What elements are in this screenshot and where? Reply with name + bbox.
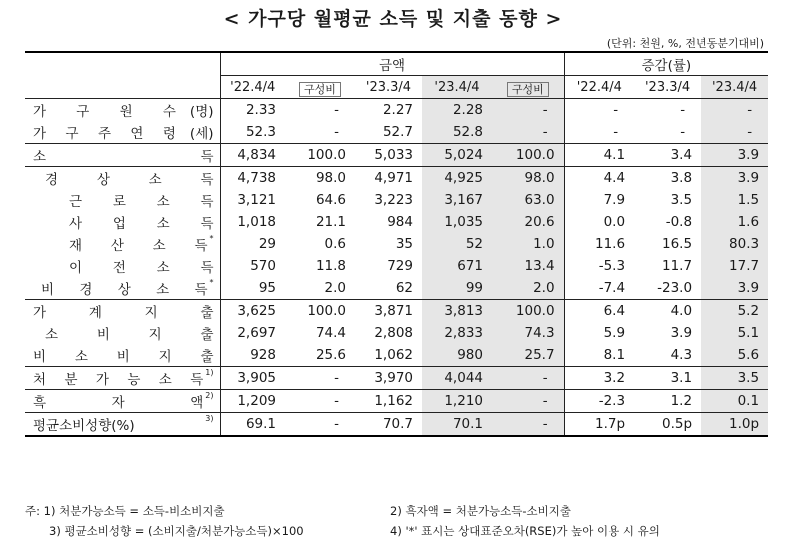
table-row xyxy=(25,233,768,255)
table-row xyxy=(25,167,768,190)
col-header: '22.4/4 xyxy=(564,76,634,99)
table-cell: 5.9 xyxy=(564,322,634,344)
table-cell: 3.9 xyxy=(701,277,768,300)
table-cell: - xyxy=(564,121,634,144)
table-cell: -23.0 xyxy=(657,280,693,296)
table-cell: 3,970 xyxy=(374,370,413,386)
table-cell: 52 xyxy=(422,233,492,255)
table-cell: 21.1 xyxy=(315,214,346,230)
row-label: 이 전 소 득 xyxy=(69,260,214,276)
table-cell: 52.8 xyxy=(422,121,492,144)
change-group-header: 증감(률) xyxy=(564,52,768,76)
amount-group-header: 금액 xyxy=(220,52,564,76)
row-label: 경 상 소 득 xyxy=(45,172,214,188)
table-cell: 3.2 xyxy=(564,367,634,390)
table-cell: 0.1 xyxy=(701,390,768,413)
table-cell: 5,024 xyxy=(422,144,492,167)
row-label: 가 구 주 연 령 xyxy=(33,126,176,142)
table-cell: 80.3 xyxy=(701,233,768,255)
table-cell: 3,625 xyxy=(237,303,276,319)
table-cell: 2.33 xyxy=(245,102,276,118)
row-label: 비 소 비 지 출 xyxy=(33,349,214,365)
table-row xyxy=(25,300,768,323)
table-cell: 11.6 xyxy=(564,233,634,255)
table-cell: 4,925 xyxy=(422,167,492,190)
table-cell: 3,223 xyxy=(374,192,413,208)
table-cell: 2.0 xyxy=(492,277,564,300)
table-cell: 5.1 xyxy=(701,322,768,344)
table-cell: 52.7 xyxy=(382,124,413,140)
table-cell: 69.1 xyxy=(245,416,276,432)
table-cell: -0.8 xyxy=(665,214,693,230)
col-header-share: 구성비 xyxy=(507,82,549,97)
table-cell: - xyxy=(334,124,339,140)
row-label: 소 득 xyxy=(33,149,214,165)
col-header: '23.3/4 xyxy=(355,76,422,99)
col-header: '22.4/4 xyxy=(220,76,285,99)
table-cell: 1,062 xyxy=(374,347,413,363)
table-cell: 4,738 xyxy=(237,170,276,186)
table-row xyxy=(25,144,768,167)
table-cell: 25.6 xyxy=(315,347,346,363)
table-cell: 1,209 xyxy=(237,393,276,409)
table-row xyxy=(25,413,768,437)
table-row xyxy=(25,367,768,390)
table-cell: - xyxy=(492,413,564,437)
row-label: 근 로 소 득 xyxy=(69,194,214,210)
table-cell: 74.3 xyxy=(492,322,564,344)
col-header: '23.4/4 xyxy=(422,76,492,99)
table-cell: 3.8 xyxy=(670,170,693,186)
table-cell: 64.6 xyxy=(315,192,346,208)
table-row xyxy=(25,277,768,300)
table-cell: 29 xyxy=(258,236,276,252)
table-row xyxy=(25,344,768,367)
table-cell: - xyxy=(701,99,768,122)
table-cell: 1.5 xyxy=(701,189,768,211)
table-cell: 70.7 xyxy=(382,416,413,432)
footnote-3: 3) 평균소비성향 = (소비지출/처분가능소득)×100 xyxy=(49,524,304,538)
table-cell: 5,033 xyxy=(374,147,413,163)
table-cell: 35 xyxy=(395,236,413,252)
row-label: 흑 자 액 xyxy=(33,395,204,411)
table-cell: 2,833 xyxy=(422,322,492,344)
row-label: 사 업 소 득 xyxy=(69,216,214,232)
table-cell: 2,697 xyxy=(237,325,276,341)
table-cell: 74.4 xyxy=(315,325,346,341)
table-cell: 2,808 xyxy=(374,325,413,341)
col-header: '23.3/4 xyxy=(634,76,701,99)
table-row xyxy=(25,211,768,233)
table-cell: 17.7 xyxy=(701,255,768,277)
table-cell: 100.0 xyxy=(307,147,346,163)
table-cell: 2.0 xyxy=(324,280,346,296)
row-label: 처 분 가 능 소 득 xyxy=(33,372,204,388)
table-cell: 0.6 xyxy=(324,236,346,252)
table-cell: 7.9 xyxy=(564,189,634,211)
table-cell: -7.4 xyxy=(564,277,634,300)
table-cell: 3,871 xyxy=(374,303,413,319)
table-cell: - xyxy=(334,102,339,118)
table-cell: 1.7p xyxy=(564,413,634,437)
table-cell: 6.4 xyxy=(564,300,634,323)
table-cell: 3.5 xyxy=(670,192,693,208)
table-cell: 99 xyxy=(422,277,492,300)
table-cell: 1.2 xyxy=(670,393,693,409)
table-cell: 1,162 xyxy=(374,393,413,409)
table-cell: 13.4 xyxy=(492,255,564,277)
table-cell: 98.0 xyxy=(315,170,346,186)
table-cell: - xyxy=(334,416,339,432)
table-cell: 3.9 xyxy=(701,167,768,190)
table-cell: 3,905 xyxy=(237,370,276,386)
row-footnote-mark: * xyxy=(209,278,214,287)
income-expenditure-table xyxy=(25,51,768,437)
header-corner xyxy=(25,52,220,99)
table-cell: 98.0 xyxy=(492,167,564,190)
row-footnote-mark: 3) xyxy=(205,414,214,423)
table-cell: 5.2 xyxy=(701,300,768,323)
footnote-1: 주: 1) 처분가능소득 = 소득-비소비지출 xyxy=(25,504,225,518)
table-cell: 5.6 xyxy=(701,344,768,367)
table-cell: 4.1 xyxy=(564,144,634,167)
table-row xyxy=(25,189,768,211)
table-cell: 25.7 xyxy=(492,344,564,367)
table-cell: 16.5 xyxy=(662,236,693,252)
table-cell: 11.8 xyxy=(315,258,346,274)
table-cell: 0.0 xyxy=(564,211,634,233)
row-label: 평균소비성향(%) xyxy=(33,418,135,434)
table-cell: 63.0 xyxy=(492,189,564,211)
table-cell: 100.0 xyxy=(492,144,564,167)
table-cell: 1,210 xyxy=(422,390,492,413)
table-cell: 1.6 xyxy=(701,211,768,233)
table-cell: - xyxy=(492,390,564,413)
table-cell: 1,035 xyxy=(422,211,492,233)
table-cell: 11.7 xyxy=(662,258,693,274)
col-header: '23.4/4 xyxy=(701,76,768,99)
table-cell: 1.0 xyxy=(492,233,564,255)
table-cell: - xyxy=(492,367,564,390)
col-header-share: 구성비 xyxy=(299,82,341,97)
table-cell: 2.27 xyxy=(382,102,413,118)
table-cell: 1,018 xyxy=(237,214,276,230)
table-cell: 62 xyxy=(395,280,413,296)
table-cell: 100.0 xyxy=(492,300,564,323)
table-cell: 980 xyxy=(422,344,492,367)
table-cell: 984 xyxy=(387,214,413,230)
table-cell: 70.1 xyxy=(422,413,492,437)
row-footnote-mark: 2) xyxy=(205,391,214,400)
row-footnote-mark: 1) xyxy=(205,368,214,377)
table-cell: 928 xyxy=(250,347,276,363)
table-cell: 20.6 xyxy=(492,211,564,233)
table-cell: 3.5 xyxy=(701,367,768,390)
table-cell: - xyxy=(492,121,564,144)
table-cell: 1.0p xyxy=(701,413,768,437)
table-cell: 570 xyxy=(250,258,276,274)
table-cell: - xyxy=(701,121,768,144)
table-cell: 3,167 xyxy=(422,189,492,211)
table-cell: - xyxy=(492,99,564,122)
table-row xyxy=(25,99,768,122)
table-row xyxy=(25,322,768,344)
table-cell: - xyxy=(334,393,339,409)
table-cell: - xyxy=(334,370,339,386)
row-unit: (세) xyxy=(189,126,214,142)
table-cell: 3.4 xyxy=(670,147,693,163)
table-cell: 4,834 xyxy=(237,147,276,163)
table-cell: 671 xyxy=(422,255,492,277)
table-cell: 4.4 xyxy=(564,167,634,190)
table-cell: - xyxy=(564,99,634,122)
table-cell: 52.3 xyxy=(245,124,276,140)
table-cell: 4.3 xyxy=(670,347,693,363)
table-cell: -2.3 xyxy=(564,390,634,413)
table-cell: 100.0 xyxy=(307,303,346,319)
unit-note: (단위: 천원, %, 전년동분기대비) xyxy=(606,37,764,50)
table-cell: 3,813 xyxy=(422,300,492,323)
table-row xyxy=(25,390,768,413)
table-cell: -5.3 xyxy=(564,255,634,277)
table-cell: 0.5p xyxy=(662,416,693,432)
row-label: 가 구 원 수 xyxy=(33,104,176,120)
row-label: 소 비 지 출 xyxy=(45,327,214,343)
table-row xyxy=(25,255,768,277)
row-unit: (명) xyxy=(189,104,214,120)
table-cell: 3,121 xyxy=(237,192,276,208)
table-cell: 4,971 xyxy=(374,170,413,186)
table-cell: 3.9 xyxy=(670,325,693,341)
table-cell: 8.1 xyxy=(564,344,634,367)
table-cell: 2.28 xyxy=(422,99,492,122)
row-label: 비 경 상 소 득 xyxy=(41,282,208,298)
table-cell: 729 xyxy=(387,258,413,274)
table-cell: - xyxy=(680,102,686,118)
table-cell: - xyxy=(680,124,686,140)
footnote-4: 4) '*' 표시는 상대표준오차(RSE)가 높아 이용 시 유의 xyxy=(390,524,660,538)
table-cell: 95 xyxy=(258,280,276,296)
table-row xyxy=(25,121,768,144)
table-cell: 4.0 xyxy=(670,303,693,319)
page-title: < 가구당 월평균 소득 및 지출 동향 > xyxy=(223,8,563,30)
row-label: 재 산 소 득 xyxy=(69,238,208,254)
table-cell: 4,044 xyxy=(422,367,492,390)
footnote-2: 2) 흑자액 = 처분가능소득-소비지출 xyxy=(390,504,571,518)
row-footnote-mark: * xyxy=(209,234,214,243)
table-cell: 3.9 xyxy=(701,144,768,167)
table-cell: 3.1 xyxy=(670,370,693,386)
row-label: 가 계 지 출 xyxy=(33,305,214,321)
